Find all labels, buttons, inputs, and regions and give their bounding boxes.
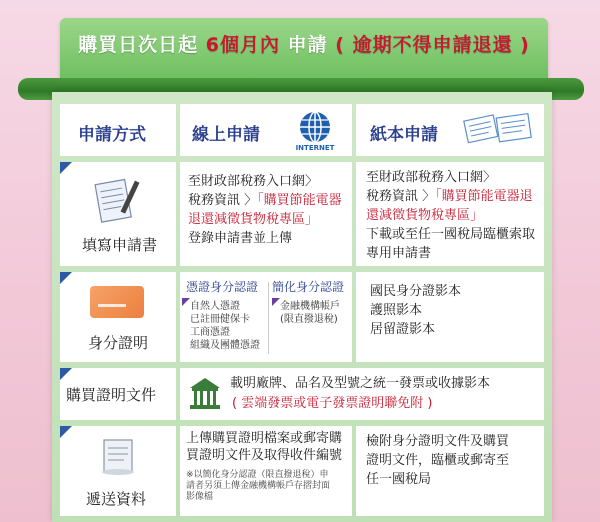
header-method: 申請方式: [78, 125, 146, 145]
internet-label: INTERNET: [295, 144, 335, 152]
banner-title: [60, 30, 548, 57]
id-paper-item: 護照影本: [370, 303, 423, 318]
form-online-text: [188, 172, 348, 248]
header-cell-online: [180, 104, 352, 156]
corner-marker: [60, 162, 72, 174]
cert-item: 自然人憑證: [190, 301, 240, 312]
row-label-proof: [60, 368, 176, 420]
send-paper-cell: [356, 426, 544, 516]
info-card: [52, 92, 552, 522]
banner-text-2: 申請: [287, 34, 328, 56]
id-paper-cell: [356, 272, 544, 362]
row-label-id: [60, 272, 176, 362]
paper-docs-icon: [460, 112, 536, 148]
header-cell-paper: [356, 104, 544, 156]
form-paper-line3: 下載或至任一國稅局臨櫃索取專用申請書: [366, 227, 536, 261]
cert-item: 已註冊健保卡: [190, 314, 250, 325]
send-paper-text: [366, 432, 509, 489]
id-online-cell: [180, 272, 352, 362]
form-online-line3: 登錄申請書並上傳: [188, 231, 293, 246]
form-clipboard-icon: [90, 174, 146, 224]
proof-line2: ( 雲端發票或電子發票證明聯免附 ): [232, 396, 433, 411]
send-online-cell: [180, 426, 352, 516]
send-label: 遞送資料: [86, 490, 147, 508]
proof-cell: [180, 368, 544, 420]
cert-item: 組織及團體憑證: [190, 340, 260, 351]
id-label: 身分證明: [88, 334, 149, 352]
building-icon: [188, 376, 222, 412]
send-note-line3: 影像檔: [186, 492, 214, 502]
simple-items: [280, 300, 340, 326]
send-online-line2: 買證明文件及取得收件編號: [186, 448, 343, 463]
corner-marker: [60, 272, 72, 284]
simple-item: (限直撥退稅): [280, 314, 338, 325]
send-online-text: [186, 430, 342, 464]
form-label: 填寫申請書: [82, 236, 158, 254]
form-online-cell: [180, 162, 352, 266]
cert-auth-title: 憑證身分認證: [186, 280, 259, 294]
send-note: [186, 470, 348, 503]
send-paper-line3: 任一國稅局: [366, 472, 432, 487]
form-online-line2: 稅務資訊 〉: [188, 193, 258, 208]
proof-line1: 載明廠牌、品名及型號之統一發票或收據影本: [230, 376, 491, 391]
form-paper-line1: 至財政部稅務入口網〉: [366, 170, 497, 185]
id-paper-item: 國民身分證影本: [370, 284, 462, 299]
header-online: 線上申請: [192, 125, 260, 145]
simple-auth-title: 簡化身分認證: [272, 280, 345, 294]
form-paper-line2: 稅務資訊 〉: [366, 189, 436, 204]
send-note-line2: 請者另須上傳金融機構帳戶存摺封面: [186, 481, 331, 491]
banner-deadline-note: ( 逾期不得申請退還 ): [335, 34, 530, 56]
form-online-zone: 「購買節能電器退還減徵貨物稅專區」: [188, 193, 342, 227]
id-card-icon: [90, 286, 144, 318]
form-paper-text: [366, 168, 538, 263]
form-online-line1: 至財政部稅務入口網〉: [188, 174, 319, 189]
send-note-line1: ※以簡化身分認證（限直撥退稅）申: [186, 470, 329, 480]
header-cell-method: [60, 104, 176, 156]
form-paper-cell: [356, 162, 544, 266]
proof-label: 購買證明文件: [66, 386, 157, 404]
cert-items: [190, 300, 260, 352]
send-paper-line2: 證明文件，臨櫃或郵寄至: [366, 453, 510, 468]
corner-marker: [60, 368, 72, 380]
divider: [268, 282, 269, 354]
row-label-send: [60, 426, 176, 516]
banner-text-1: 購買日次日起: [78, 34, 199, 56]
simple-item: 金融機構帳戶: [280, 301, 340, 312]
row-label-form: [60, 162, 176, 266]
id-paper-item: 居留證影本: [370, 322, 436, 337]
corner-marker: [60, 426, 72, 438]
banner-highlight: 6個月內: [205, 34, 280, 56]
form-paper-zone: 「購買節能電器退還減徵貨物稅專區」: [366, 189, 533, 223]
cert-item: 工商憑證: [190, 327, 230, 338]
cert-triangle: [182, 298, 190, 306]
banner: [60, 18, 548, 80]
send-online-line1: 上傳購買證明檔案或郵寄購: [186, 431, 343, 446]
simple-triangle: [272, 298, 280, 306]
id-paper-items: [370, 282, 461, 339]
header-paper: 紙本申請: [370, 125, 438, 145]
internet-globe-icon: [292, 108, 338, 154]
scroll-document-icon: [96, 436, 140, 476]
send-paper-line1: 檢附身分證明文件及購買: [366, 434, 510, 449]
